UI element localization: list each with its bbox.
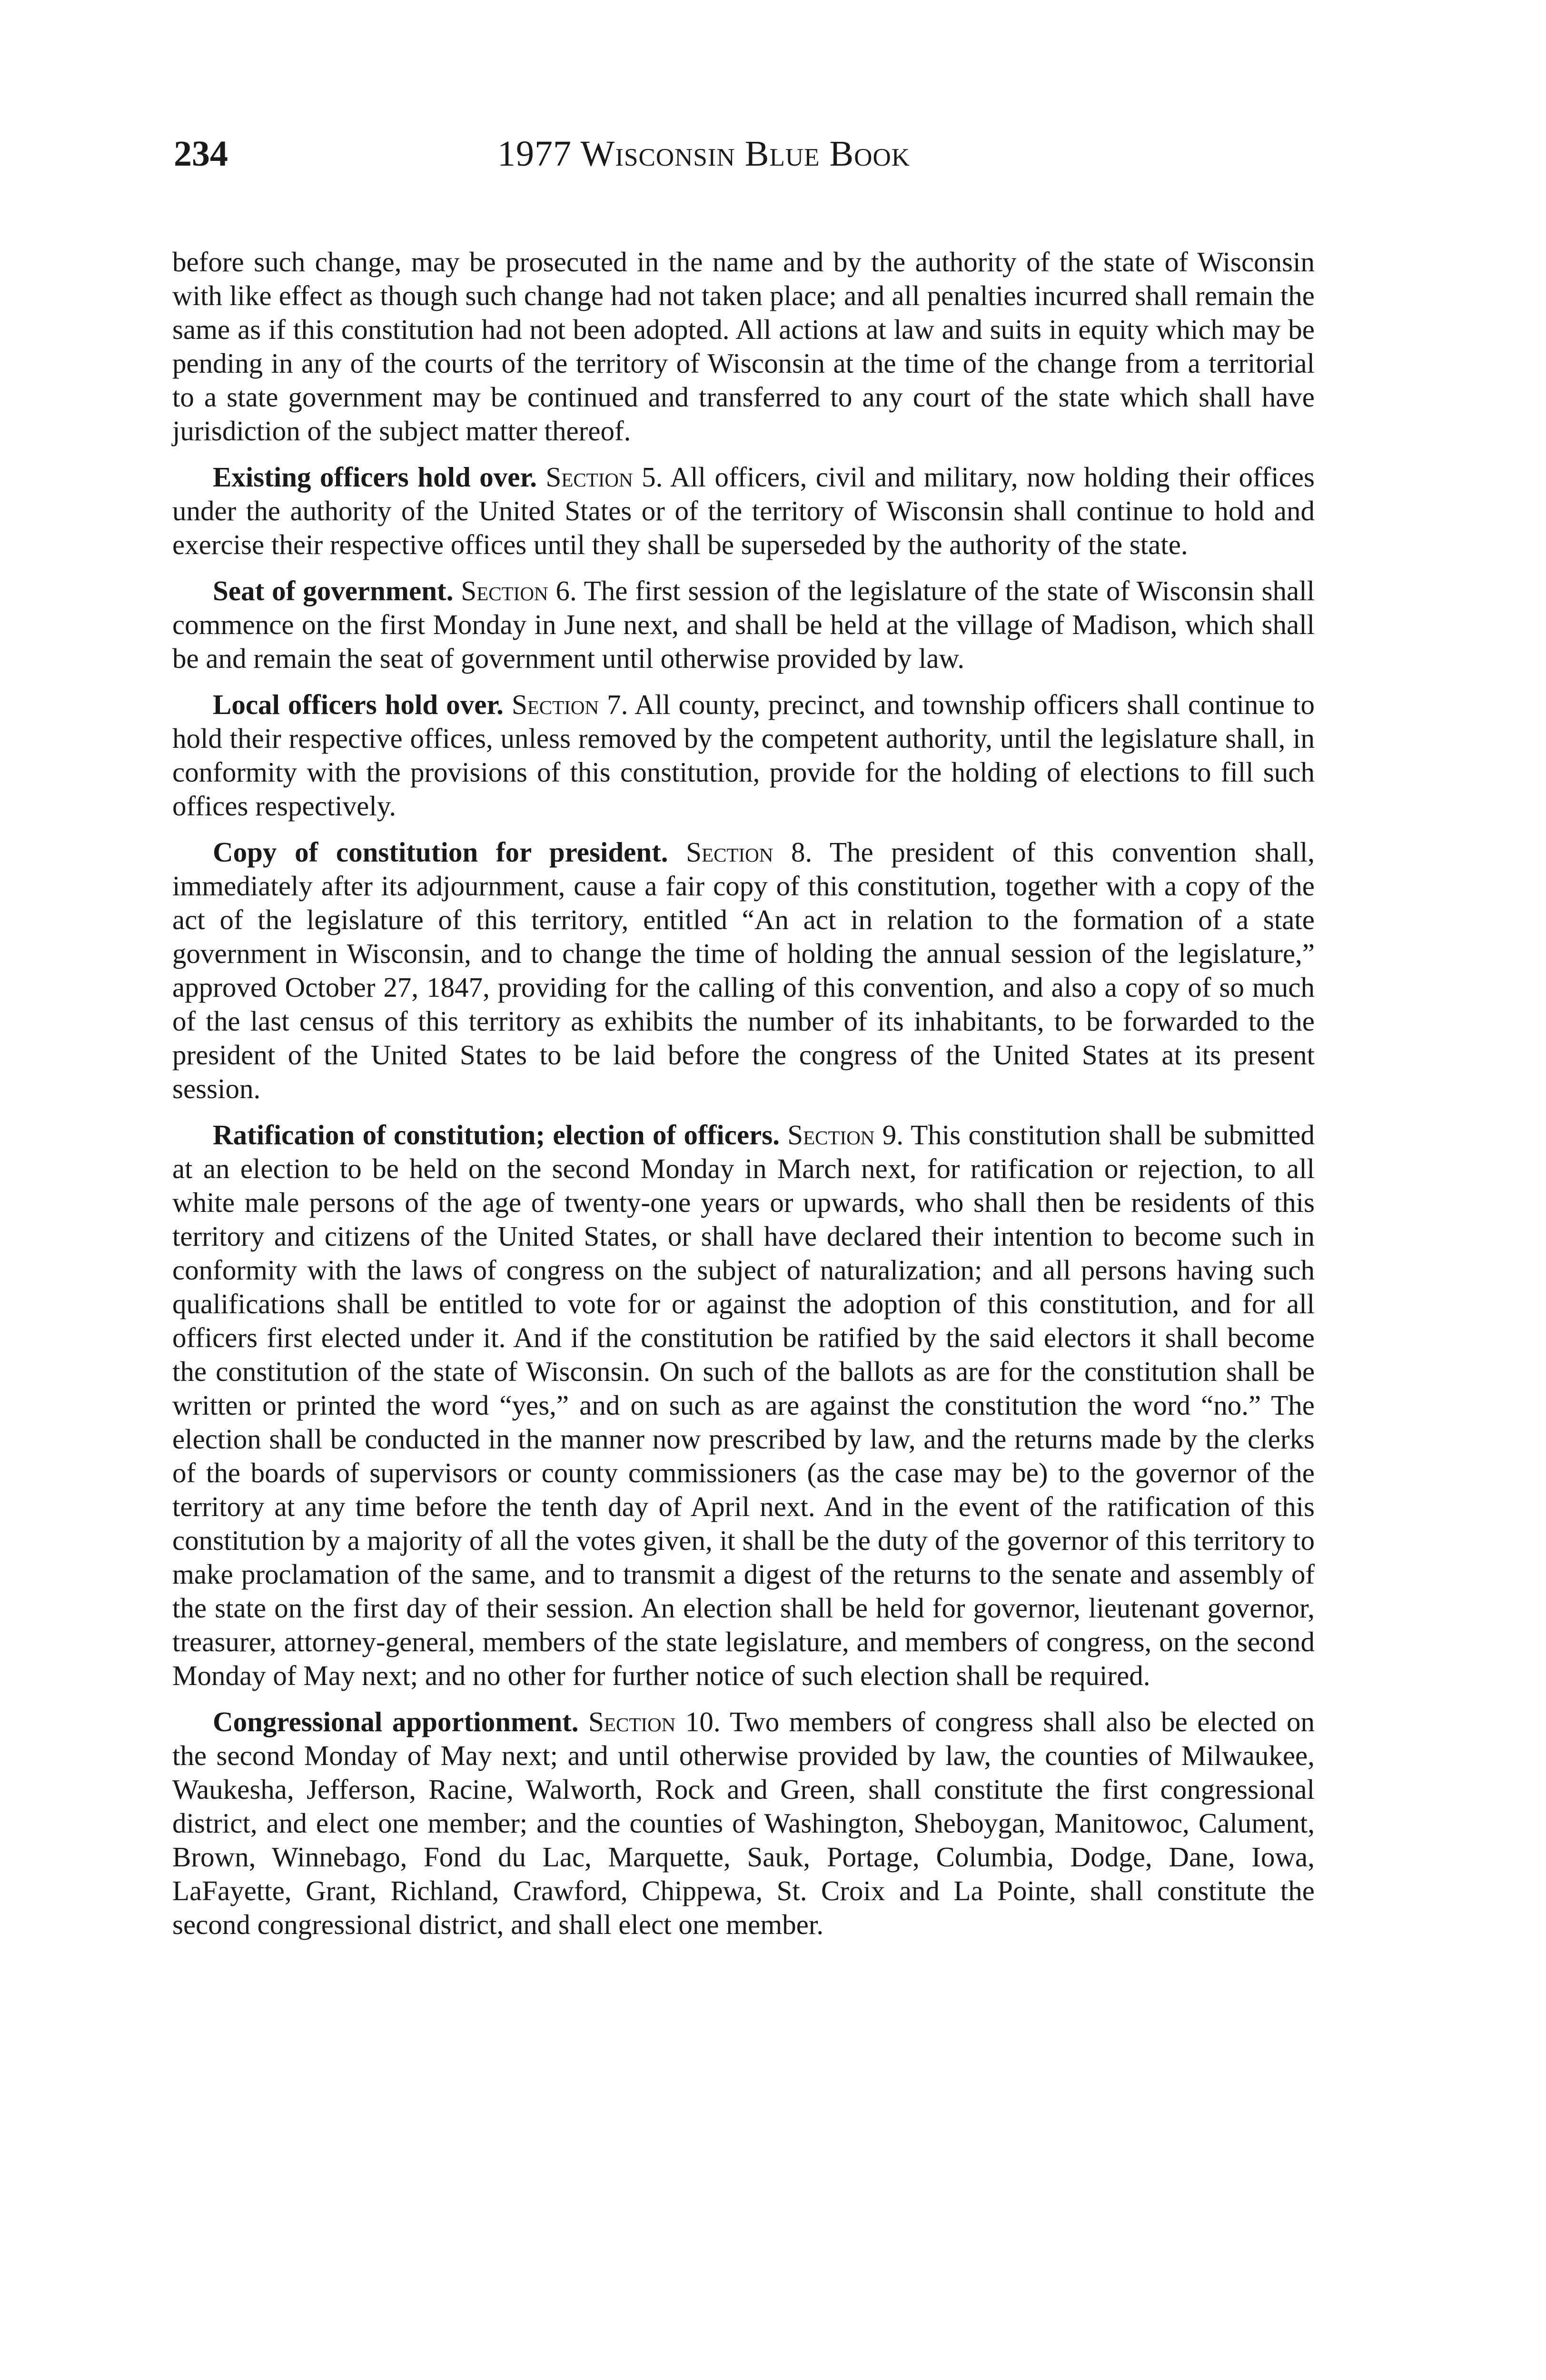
section-heading: Congressional apportionment. [213,1706,579,1737]
section-label: Section 6. [461,575,577,606]
section-6-paragraph [172,574,1315,675]
page-number: 234 [174,134,228,174]
section-text: This constitution shall be submitted at an election to be held on the second Monday in March next, for ratification or rejection, to all white male persons of the age of twenty-one years or upwards, who shall then be residents of this territory and citizens of the United States, or shall have declared their intention to become such in conformity with the laws of congress on the subject of naturalization; and all persons having such qualifications shall be entitled to vote for or against the adoption of this constitution, and for all officers first elected under it. And if the constitution be ratified by the said electors it shall become the constitution of the state of Wisconsin. On such of the ballots as are for the constitution shall be written or printed the word “yes,” and on such as are against the constitution the word “no.” The election shall be conducted in the manner now prescribed by law, and the returns made by the clerks of the boards of supervisors or county commissioners (as the case may be) to the governor of the territory at any time before the tenth day of April next. And in the event of the ratification of this constitution by a majority of all the votes given, it shall be the duty of the governor of this territory to make proclamation of the same, and to transmit a digest of the returns to the senate and assembly of the state on the first day of their session. An election shall be held for governor, lieutenant governor, treasurer, attorney-general, members of the state legislature, and members of congress, on the second Monday of May next; and no other for further notice of such election shall be required. [172,1119,1315,1691]
section-label: Section 9. [787,1119,904,1150]
section-label: Section 10. [588,1706,721,1737]
section-text: All county, precinct, and township officers shall continue to hold their respective offices, unless removed by the competent authority, until the legislature shall, in conformity with the provisions of this constitution, provide for the holding of elections to fill such offices respectively. [172,689,1315,822]
section-heading: Local officers hold over. [213,689,504,720]
section-9-paragraph [172,1118,1315,1693]
body-text [172,245,1315,1954]
running-title: 1977 Wisconsin Blue Book [497,134,911,174]
page-header [174,128,1311,180]
section-heading: Ratification of constitution; election of officers. [213,1119,780,1150]
section-heading: Copy of constitution for president. [213,836,668,868]
section-5-paragraph [172,460,1315,562]
section-heading: Seat of government. [213,575,454,606]
section-heading: Existing officers hold over. [213,461,537,493]
section-10-paragraph [172,1705,1315,1942]
section-text: All officers, civil and military, now holding their offices under the authority of the United States or of the territory of Wisconsin shall continue to hold and exercise their respective offices until they shall be superseded by the authority of the state. [172,461,1315,560]
section-label: Section 8. [686,836,813,868]
section-label: Section 7. [511,689,628,720]
section-7-paragraph [172,688,1315,823]
section-text: The first session of the legislature of the state of Wisconsin shall commence on the first Monday in June next, and shall be held at the village of Madison, which shall be and remain the seat of government until otherwise provided by law. [172,575,1315,674]
section-text: Two members of congress shall also be elected on the second Monday of May next; and until otherwise provided by law, the counties of Milwaukee, Waukesha, Jefferson, Racine, Walworth, Rock and Green, shall constitute the first congressional district, and elect one member; and the counties of Washington, Sheboygan, Manitowoc, Calument, Brown, Winnebago, Fond du Lac, Marquette, Sauk, Portage, Columbia, Dodge, Dane, Iowa, LaFayette, Grant, Richland, Crawford, Chippewa, St. Croix and La Pointe, shall constitute the second congressional district, and shall elect one member. [172,1706,1315,1940]
continuation-paragraph: before such change, may be prosecuted in the name and by the authority of the state of Wisconsin with like effect as though such change had not taken place; and all penalties incurred shall remain the same as if this constitution had not been adopted. All actions at law and suits in equity which may be pending in any of the courts of the territory of Wisconsin at the time of the change from a territorial to a state government may be continued and transferred to any court of the state which shall have jurisdiction of the subject matter thereof. [172,246,1315,446]
section-text: The president of this convention shall, immediately after its adjournment, cause a fair copy of this constitution, together with a copy of the act of the legislature of this territory, entitled “An act in relation to the formation of a state government in Wisconsin, and to change the time of holding the annual session of the legislature,” approved October 27, 1847, providing for the calling of this convention, and also a copy of so much of the last census of this territory as exhibits the number of its inhabitants, to be forwarded to the president of the United States to be laid before the congress of the United States at its present session. [172,836,1315,1104]
section-8-paragraph [172,835,1315,1106]
section-label: Section 5. [545,461,663,493]
